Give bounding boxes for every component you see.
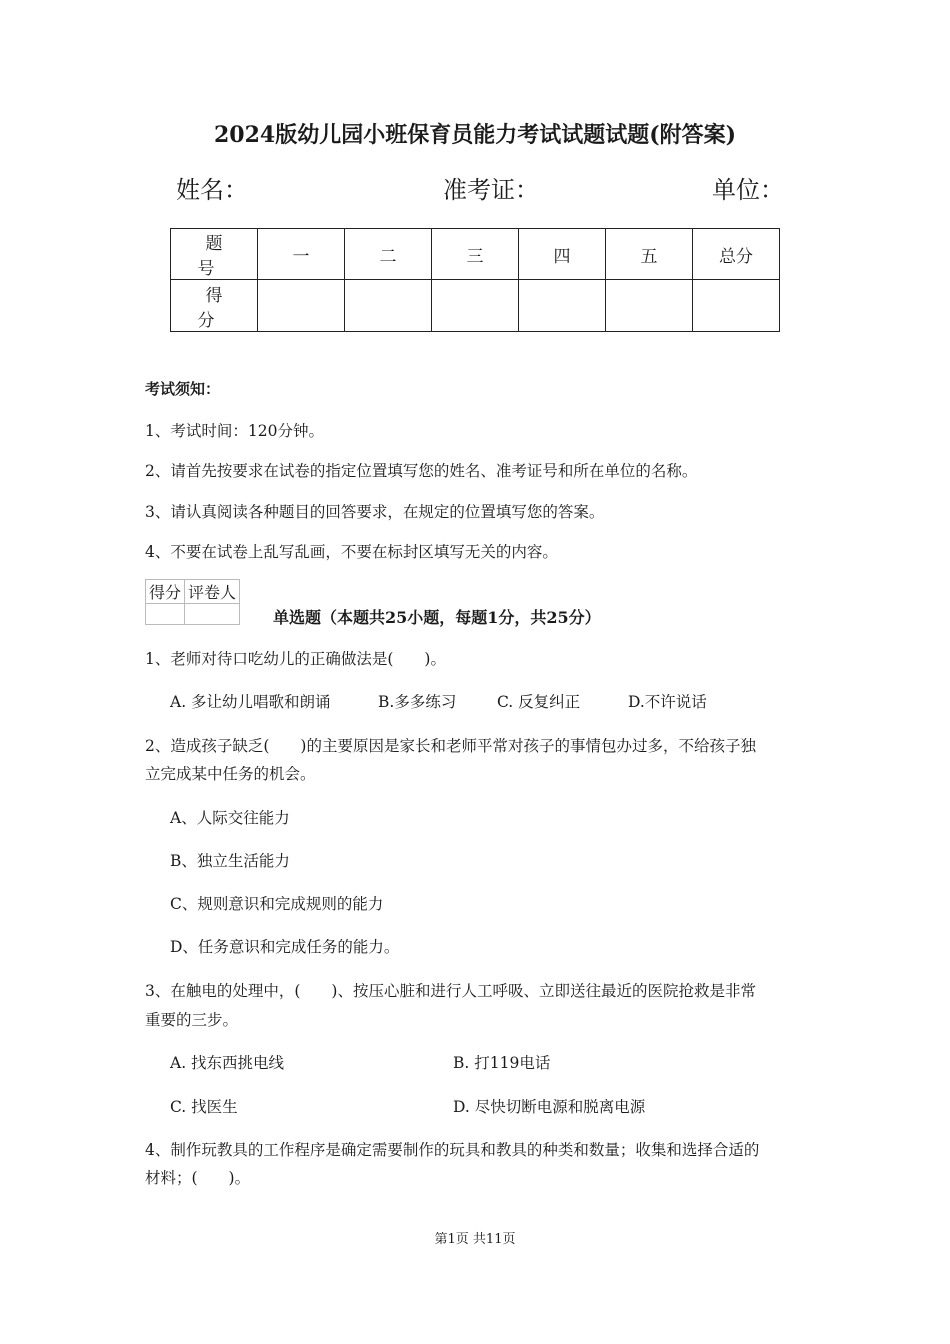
question-2-option-a[interactable]: A、人际交往能力 — [170, 809, 290, 827]
question-2-text-line2: 立完成某中任务的机会。 — [145, 765, 316, 783]
notice-item: 1、考试时间：120分钟。 — [145, 422, 324, 440]
question-2-option-d[interactable]: D、任务意识和完成任务的能力。 — [170, 938, 400, 956]
notice-item: 2、请首先按要求在试卷的指定位置填写您的姓名、准考证号和所在单位的名称。 — [145, 462, 698, 480]
score-table-header-cell: 五 — [606, 229, 693, 280]
question-1-option-b[interactable]: B.多多练习 — [378, 693, 457, 711]
score-table-header-cell: 题 号 — [171, 229, 258, 280]
score-table-header-cell: 二 — [345, 229, 432, 280]
score-table-header-cell: 一 — [258, 229, 345, 280]
score-cell[interactable] — [606, 280, 693, 332]
grader-name-label: 评卷人 — [185, 580, 240, 604]
question-3-option-a[interactable]: A. 找东西挑电线 — [170, 1054, 285, 1072]
question-2-option-b[interactable]: B、独立生活能力 — [170, 852, 290, 870]
grader-box — [145, 579, 240, 625]
question-2-option-c[interactable]: C、规则意识和完成规则的能力 — [170, 895, 384, 913]
score-cell[interactable] — [345, 280, 432, 332]
score-table-header-cell: 四 — [519, 229, 606, 280]
notice-heading: 考试须知： — [145, 380, 221, 398]
question-1-option-c[interactable]: C. 反复纠正 — [497, 693, 581, 711]
question-3-option-c[interactable]: C. 找医生 — [170, 1098, 238, 1116]
question-3-option-d[interactable]: D. 尽快切断电源和脱离电源 — [453, 1098, 646, 1116]
question-3-text-line2: 重要的三步。 — [145, 1011, 239, 1029]
score-cell[interactable] — [432, 280, 519, 332]
score-table-header-row — [171, 229, 780, 280]
exam-number-field-label: 准考证： — [443, 176, 539, 204]
question-3-text-line1: 3、在触电的处理中，( )、按压心脏和进行人工呼吸、立即送往最近的医院抢救是非常 — [145, 982, 756, 1000]
notice-item: 4、不要在试卷上乱写乱画，不要在标封区填写无关的内容。 — [145, 543, 558, 561]
grader-score-label: 得分 — [146, 580, 185, 604]
score-table-header-cell: 总分 — [693, 229, 780, 280]
score-table-header-cell: 三 — [432, 229, 519, 280]
score-table-score-row — [171, 280, 780, 332]
question-1-text: 1、老师对待口吃幼儿的正确做法是( )。 — [145, 650, 446, 668]
score-cell[interactable] — [693, 280, 780, 332]
question-2-text-line1: 2、造成孩子缺乏( )的主要原因是家长和老师平常对孩子的事情包办过多，不给孩子独 — [145, 737, 756, 755]
question-1-option-d[interactable]: D.不许说话 — [628, 693, 707, 711]
question-1-option-a[interactable]: A. 多让幼儿唱歌和朗诵 — [170, 693, 331, 711]
question-3-option-b[interactable]: B. 打119电话 — [453, 1054, 551, 1072]
question-4-text-line2: 材料；( )。 — [145, 1169, 251, 1187]
notice-item: 3、请认真阅读各种题目的回答要求，在规定的位置填写您的答案。 — [145, 503, 605, 521]
page-footer: 第1页 共11页 — [434, 1232, 516, 1247]
grader-name-cell[interactable] — [185, 604, 240, 625]
score-row-label: 得 分 — [171, 280, 258, 332]
question-4-text-line1: 4、制作玩教具的工作程序是确定需要制作的玩具和教具的种类和数量；收集和选择合适的 — [145, 1141, 760, 1159]
score-table — [170, 228, 780, 332]
name-field-label: 姓名： — [176, 176, 248, 204]
unit-field-label: 单位： — [712, 176, 784, 204]
section-title: 单选题（本题共25小题，每题1分，共25分） — [273, 608, 601, 627]
grader-score-cell[interactable] — [146, 604, 185, 625]
document-title: 2024版幼儿园小班保育员能力考试试题试题(附答案) — [213, 122, 737, 148]
score-cell[interactable] — [519, 280, 606, 332]
